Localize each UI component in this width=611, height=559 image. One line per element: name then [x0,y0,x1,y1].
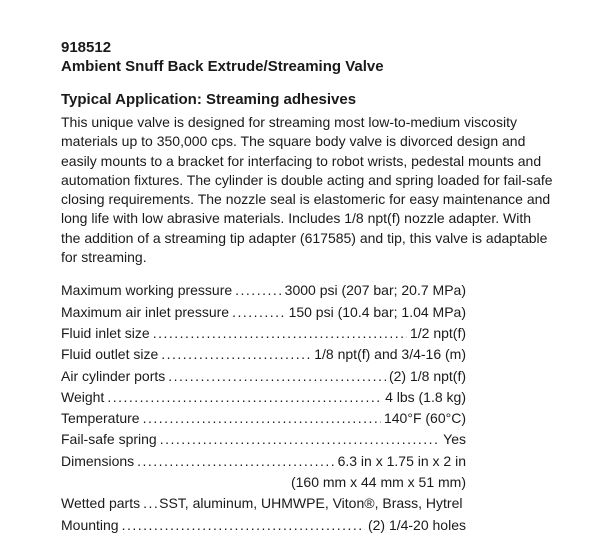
part-number: 918512 [61,39,112,56]
spec-value: 140°F (60°C) [383,410,466,427]
spec-label: Dimensions [61,452,135,469]
spec-row-fluid-inlet-size [61,323,466,344]
spec-value: 1/2 npt(f) [409,324,466,341]
leader-dots [137,451,334,472]
spec-row-fluid-outlet-size [61,344,466,365]
spec-label: Fail-safe spring [61,431,157,448]
spec-row-temperature [61,408,466,429]
spec-value: 3000 psi (207 bar; 20.7 MPa) [284,282,466,299]
spec-label: Wetted parts [61,495,141,512]
leader-dots [143,408,381,429]
leader-dots [107,387,382,408]
spec-value: 150 psi (10.4 bar; 1.04 MPa) [288,303,466,320]
spec-label: Maximum air inlet pressure [61,303,230,320]
leader-dots [143,493,157,514]
spec-list [61,280,466,536]
leader-dots [168,366,386,387]
spec-value: (2) 1/4-20 holes [367,516,466,533]
product-title: Ambient Snuff Back Extrude/Streaming Valve [61,58,384,75]
spec-row-max-working-pressure [61,280,466,301]
leader-dots [160,429,440,450]
spec-row-weight [61,387,466,408]
spec-label: Weight [61,388,105,405]
leader-dots [122,515,365,536]
spec-row-mounting [61,515,466,536]
spec-label: Mounting [61,516,119,533]
spec-label: Air cylinder ports [61,367,166,384]
leader-dots [235,280,281,301]
spec-label: Maximum working pressure [61,282,233,299]
spec-row-fail-safe-spring [61,429,466,450]
leader-dots [161,344,311,365]
spec-value-continuation: (160 mm x 44 mm x 51 mm) [290,474,466,491]
spec-label: Temperature [61,410,140,427]
spec-row-wetted-parts [61,493,466,514]
spec-row-air-cylinder-ports [61,366,466,387]
product-spec-section [61,38,551,536]
spec-value: 6.3 in x 1.75 in x 2 in [337,452,466,469]
spec-value: (2) 1/8 npt(f) [388,367,466,384]
spec-value: 4 lbs (1.8 kg) [385,388,466,405]
product-description: This unique valve is designed for streaming most low-to-medium viscosity materials up to 350,000 cps. The square body valve is divorced design and easily mounts to a bracket for interfacing to robot wrists, pedestal mounts and automation fixtures. The cylinder is double acting and spring loaded for fail-safe closing requirements. The nozzle seal is elastomeric for easy maintenance and long life with low abrasive materials. Includes 1/8 npt(f) nozzle adapter. With the addition of a streaming tip adapter (617585) and tip, this valve is adaptable for streaming. [61,114,553,266]
application-heading: Typical Application: Streaming adhesives [61,91,357,108]
leader-dots [232,302,286,323]
spec-row-dimensions [61,451,466,472]
leader-dots [153,323,407,344]
spec-label: Fluid outlet size [61,346,159,363]
spec-value: Yes [443,431,466,448]
spec-row-max-air-inlet-pressure [61,302,466,323]
spec-value: 1/8 npt(f) and 3/4-16 (m) [314,346,466,363]
spec-label: Fluid inlet size [61,324,150,341]
spec-value: SST, aluminum, UHMWPE, Viton®, Brass, Hytrel [159,495,463,512]
